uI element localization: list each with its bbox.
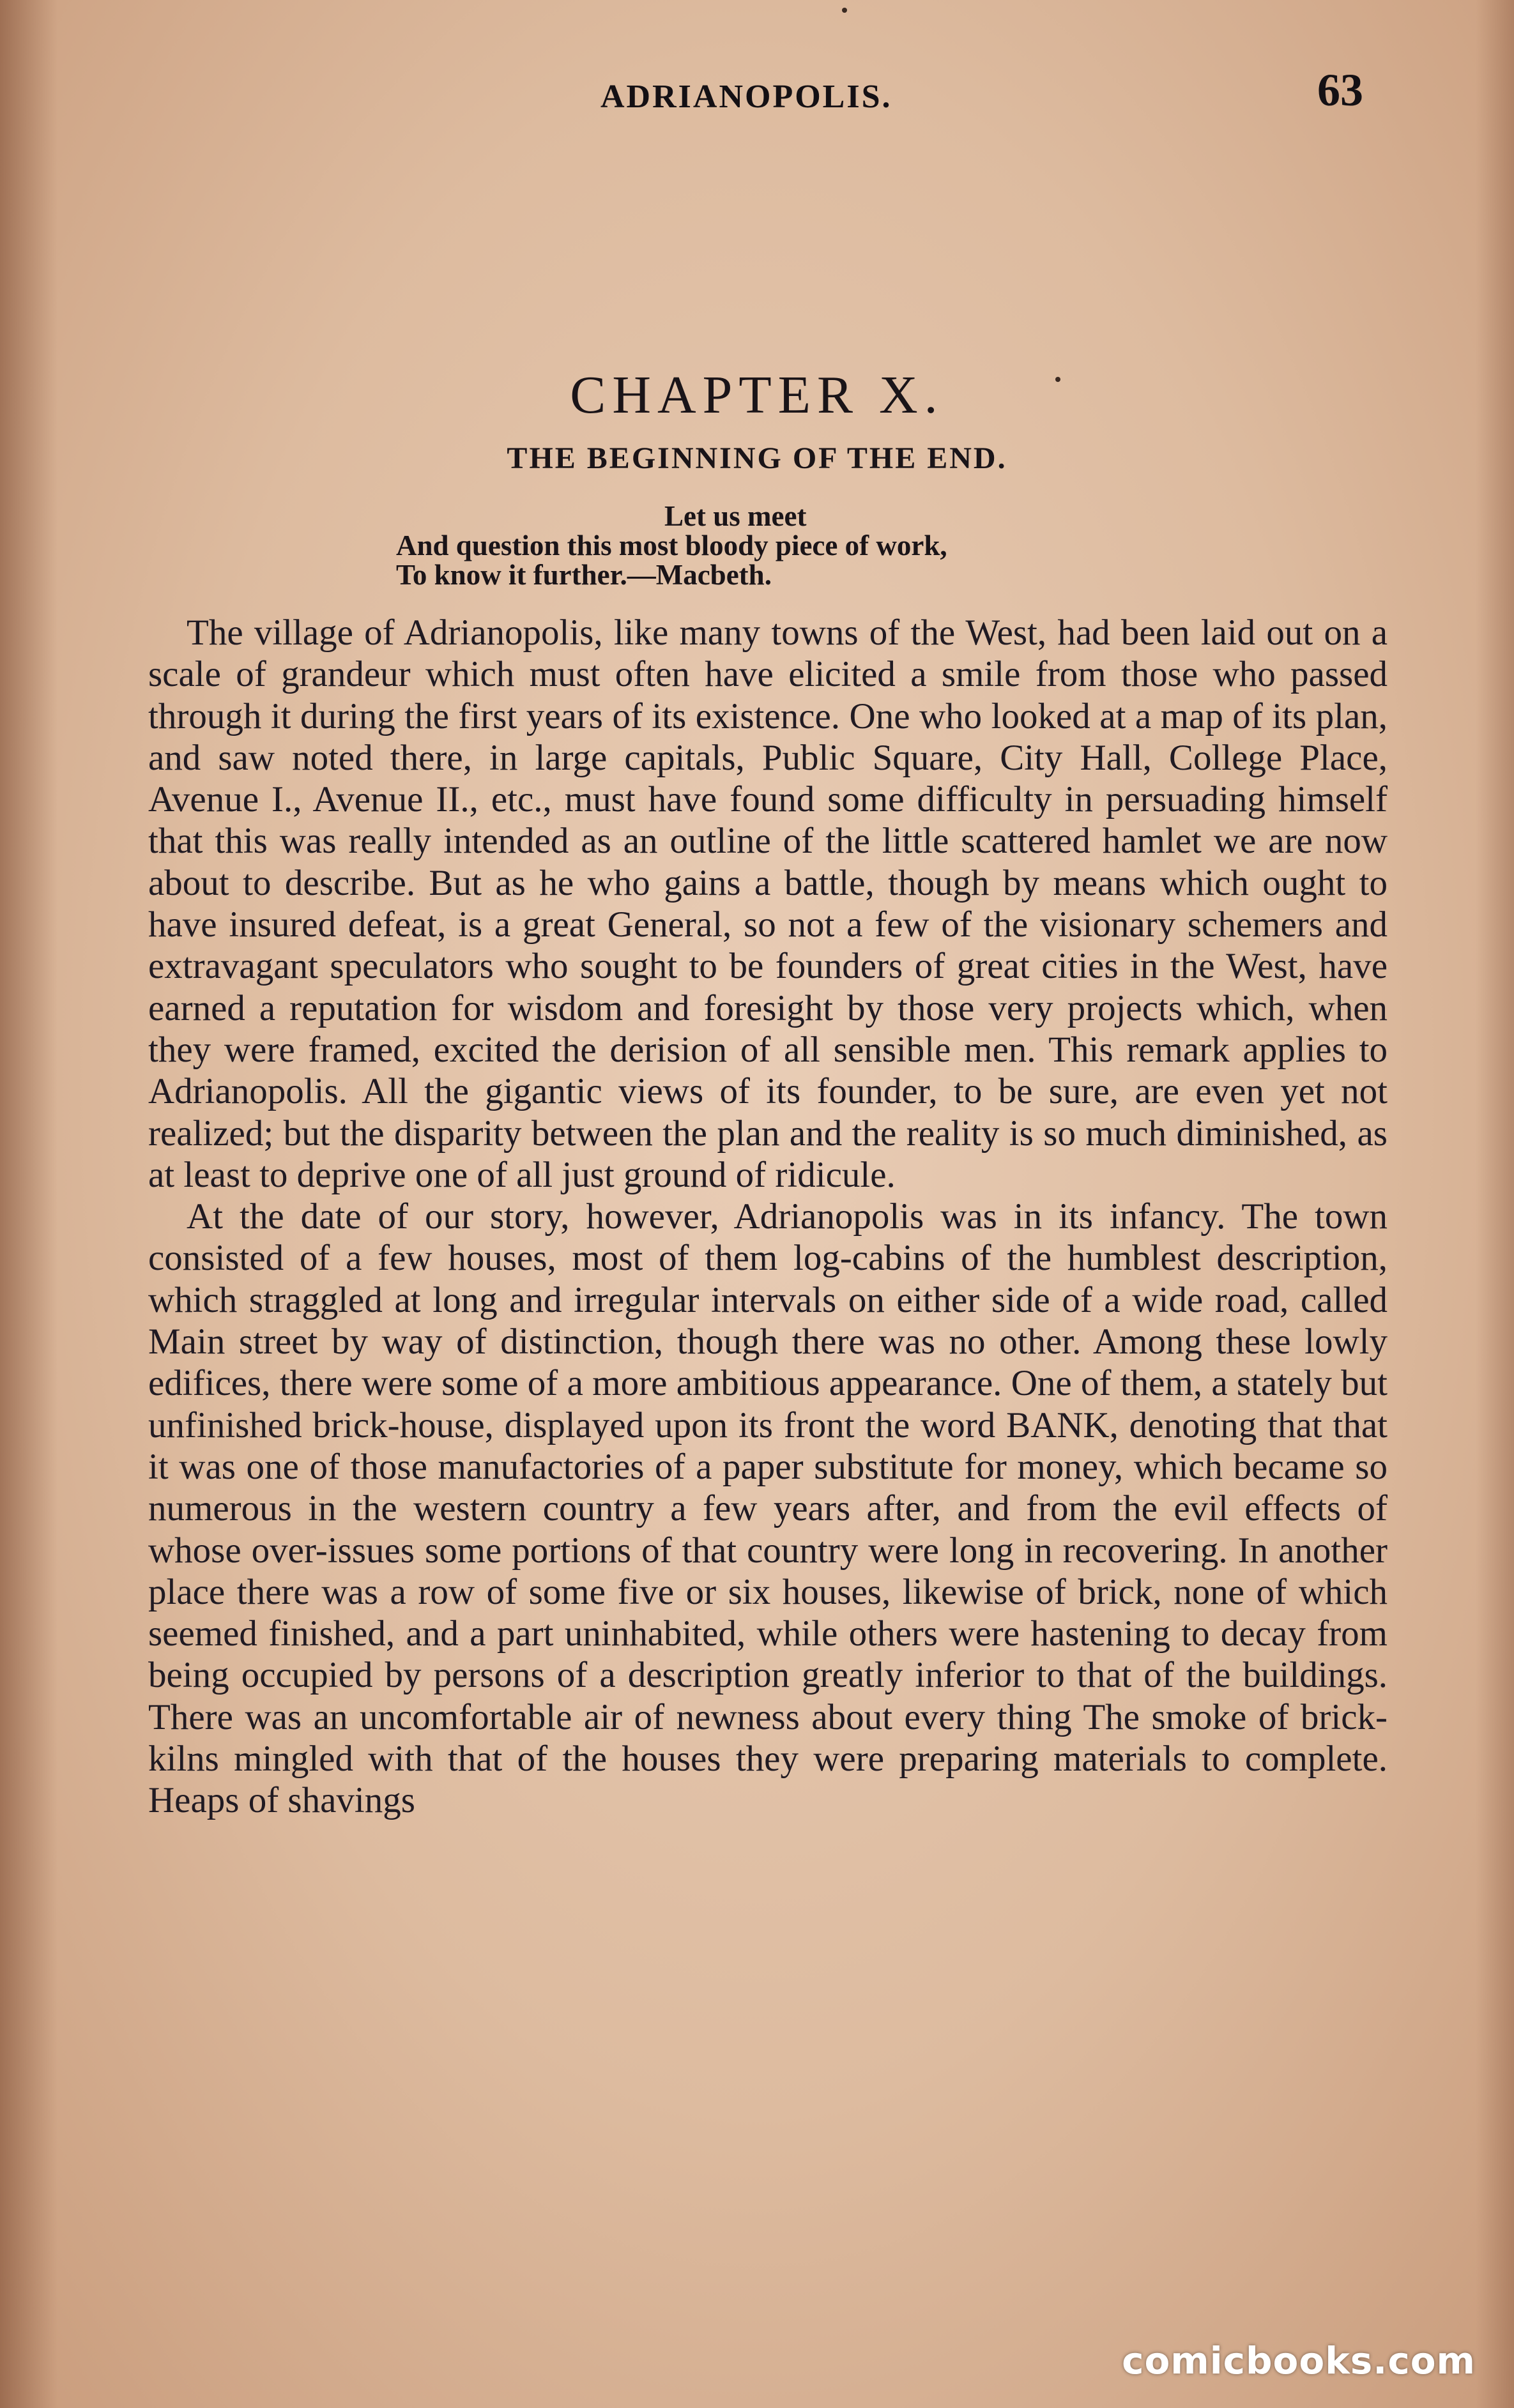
page-number: 63 <box>1317 65 1363 116</box>
chapter-body <box>148 612 1388 1822</box>
paper-speck <box>842 8 847 13</box>
watermark: comicbooks.com <box>1122 2339 1476 2382</box>
body-paragraph: The village of Adrianopolis, like many towns of the West, had been laid out on a scale of grandeur which must often have elicited a smile from those who passed through it during the first years of its existence. One who looked at a map of its plan, and saw noted there, in large capitals, Public Square, City Hall, College Place, Avenue I., Avenue II., etc., must have found some difficulty in persuading himself that this was really intended as an outline of the little scattered hamlet we are now about to describe. But as he who gains a battle, though by means which ought to have insured defeat, is a great General, so not a few of the visionary schemers and extravagant speculators who sought to be founders of great cities in the West, have earned a reputation for wisdom and foresight by those very projects which, when they were framed, excited the derision of all sensible men. This remark applies to Adrianopolis. All the gigantic views of its founder, to be sure, are even yet not realized; but the disparity between the plan and the reality is so much diminished, as at least to deprive one of all just ground of ridicule. <box>148 613 1388 1195</box>
epigraph-line: To know it further.—Macbeth. <box>396 559 772 591</box>
body-paragraph: At the date of our story, however, Adrianopolis was in its infancy. The town consisted of a few houses, most of them log-cabins of the humblest description, which straggled at long and irregular intervals on either side of a wide road, called Main street by way of distinction, though there was no other. Among these lowly edifices, there were some of a more ambitious appearance. One of them, a stately but unfinished brick-house, displayed upon its front the word BANK, denoting that that it was one of those manufactories of a paper substitute for money, which became so numerous in the western country a few years after, and from the evil effects of whose over-issues some portions of that country were long in recovering. In another place there was a row of some five or six houses, likewise of brick, none of which seemed finished, and a part uninhabited, while others were hastening to decay from being occupied by persons of a description greatly inferior to that of the buildings. There was an uncomfortable air of newness about every thing The smoke of brick-kilns mingled with that of the houses they were preparing materials to complete. Heaps of shavings <box>148 1196 1388 1821</box>
running-header-title: ADRIANOPOLIS. <box>600 79 892 115</box>
epigraph-line: And question this most bloody piece of work, <box>396 530 947 561</box>
chapter-subtitle: THE BEGINNING OF THE END. <box>507 441 1007 475</box>
page-edge-shadow-right <box>1476 0 1514 2408</box>
paper-speck <box>1055 377 1060 382</box>
epigraph-line: Let us meet <box>664 500 807 532</box>
epigraph <box>396 501 1227 590</box>
chapter-title: CHAPTER X. <box>570 365 944 425</box>
page-edge-shadow-left <box>0 0 57 2408</box>
